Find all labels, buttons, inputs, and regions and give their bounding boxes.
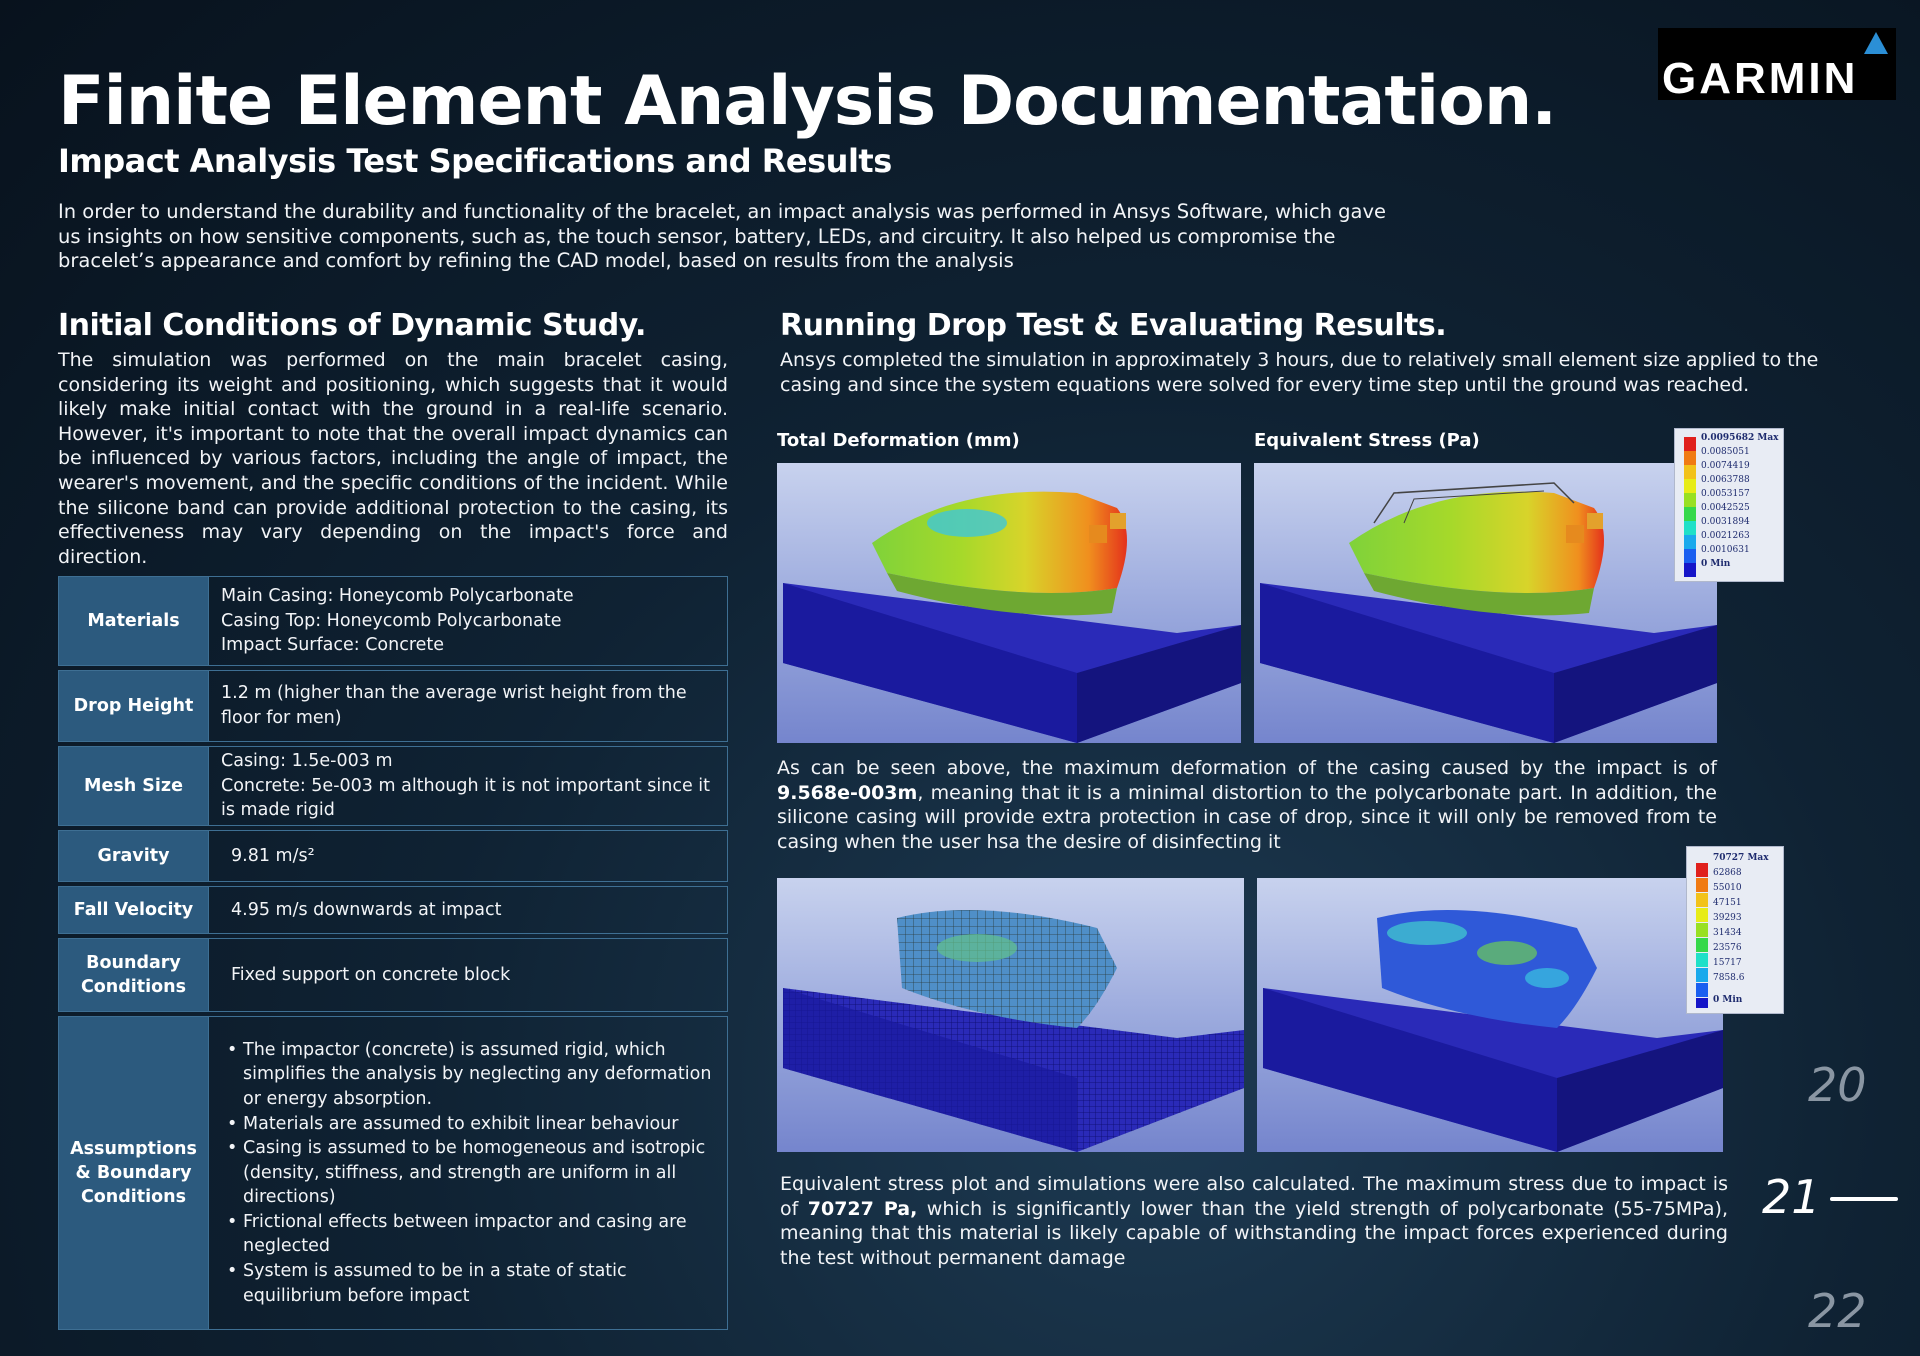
row-value (209, 1017, 727, 1329)
legend-swatch (1684, 437, 1696, 451)
legend-label: 0.0074419 (1701, 461, 1750, 471)
legend-swatch (1684, 465, 1696, 479)
legend-label: 39293 (1713, 913, 1742, 923)
materials-line: Impact Surface: Concrete (221, 635, 445, 656)
table-row-mesh-size (58, 746, 728, 826)
legend-swatch (1696, 983, 1708, 997)
legend-label: 0.0063788 (1701, 475, 1750, 485)
legend-label: 0.0085051 (1701, 447, 1750, 457)
legend-label: 31434 (1713, 928, 1742, 938)
materials-line: Casing Top: Honeycomb Polycarbonate (221, 610, 562, 631)
materials-line: Main Casing: Honeycomb Polycarbonate (221, 586, 574, 607)
legend-swatch (1684, 535, 1696, 549)
page-number-current: 21 (1762, 1170, 1821, 1224)
row-label: Mesh Size (59, 747, 209, 825)
legend-swatch (1684, 563, 1696, 577)
table-row-fall-velocity (58, 886, 728, 934)
deformation-value: 9.568e-003m (777, 781, 918, 804)
legend-label: 7858.6 (1713, 973, 1745, 983)
caption-total-deformation: Total Deformation (mm) (777, 430, 1020, 451)
drop-test-paragraph: Ansys completed the simulation in approximately 3 hours, due to relatively small element size applied to the casing and since the system equations were solved for every time step until the ground was reached. (780, 349, 1819, 396)
list-item: • System is assumed to be in a state of static equilibrium before impact (221, 1259, 715, 1308)
row-label: Fall Velocity (59, 887, 209, 933)
caption-equivalent-stress: Equivalent Stress (Pa) (1254, 430, 1480, 451)
table-row-assumptions (58, 1016, 728, 1330)
legend-label: 70727 Max (1713, 853, 1769, 863)
legend-swatch (1696, 908, 1708, 922)
row-label: Gravity (59, 831, 209, 881)
list-item: • Casing is assumed to be homogeneous and isotropic (density, stiffness, and strength are uniform in all directions) (221, 1136, 715, 1210)
intro-paragraph: In order to understand the durability and functionality of the bracelet, an impact analysis was performed in Ansys Software, which gave us insights on how sensitive components, such as, the touch sensor, battery, LEDs, and circuitry. It also helped us compromise the bracelet’s appearance and comfort by refining the CAD model, based on results from the analysis (58, 200, 1387, 272)
row-value: Fixed support on concrete block (231, 964, 511, 985)
row-label: Drop Height (59, 671, 209, 741)
deformation-result-paragraph (777, 756, 1717, 854)
stress-value: 70727 Pa, (807, 1197, 918, 1220)
legend-label: 23576 (1713, 943, 1742, 953)
initial-conditions-heading: Initial Conditions of Dynamic Study. (58, 308, 646, 343)
legend-label: 0 Min (1701, 559, 1731, 569)
mesh-line: Casing: 1.5e-003 m (221, 751, 393, 772)
stress-legend (1686, 846, 1784, 1014)
drop-test-heading: Running Drop Test & Evaluating Results. (780, 308, 1447, 343)
deformation-legend (1674, 428, 1784, 582)
current-page-indicator (1830, 1197, 1898, 1201)
initial-conditions-paragraph: The simulation was performed on the main bracelet casing, considering its weight and positioning, which suggests that it would likely make initial contact with the ground in a real-life scenario. However, it's important to note that the overall impact dynamics can be influenced by various factors, including the angle of impact, the wearer's movement, and the specific conditions of the incident. While the silicone band can provide additional protection to the casing, its effectiveness may vary depending on the impact's force and direction. (58, 349, 728, 568)
row-label: Boundary Conditions (59, 939, 209, 1011)
deformation-plot-image (777, 463, 1241, 743)
legend-swatch (1684, 521, 1696, 535)
legend-label: 0.0031894 (1701, 517, 1750, 527)
legend-swatch (1696, 998, 1708, 1008)
logo-text: GARMIN (1662, 54, 1859, 103)
legend-swatch (1696, 953, 1708, 967)
legend-swatch (1696, 893, 1708, 907)
page-number-next[interactable]: 22 (1808, 1284, 1867, 1338)
page-title: Finite Element Analysis Documentation. (58, 62, 1557, 141)
legend-swatch (1684, 479, 1696, 493)
legend-label: 62868 (1713, 868, 1742, 878)
logo-triangle-icon (1864, 32, 1888, 54)
legend-swatch (1696, 863, 1708, 877)
legend-label: 0 Min (1713, 995, 1743, 1005)
row-label: Assumptions & Boundary Conditions (59, 1017, 209, 1329)
row-value: 9.81 m/s² (231, 845, 315, 866)
legend-label: 47151 (1713, 898, 1742, 908)
legend-label: 0.0021263 (1701, 531, 1750, 541)
legend-swatch (1696, 878, 1708, 892)
legend-swatch (1684, 507, 1696, 521)
row-label: Materials (59, 577, 209, 665)
legend-label: 0.0053157 (1701, 489, 1750, 499)
deformation-text-after: , meaning that it is a minimal distortion to the polycarbonate part. In addition, the silicone casing will provide extra protection in case of drop, since it will only be removed from te casing when the user hsa the desire of disinfecting it (777, 781, 1717, 853)
page-subtitle: Impact Analysis Test Specifications and Results (58, 142, 892, 180)
list-item: • The impactor (concrete) is assumed rigid, which simplifies the analysis by neglecting any deformation or energy absorption. (221, 1038, 715, 1112)
legend-swatch (1684, 451, 1696, 465)
legend-swatch (1696, 923, 1708, 937)
page-number-prev[interactable]: 20 (1808, 1058, 1867, 1112)
legend-swatch (1684, 493, 1696, 507)
list-item: • Materials are assumed to exhibit linear behaviour (221, 1112, 715, 1137)
legend-label: 15717 (1713, 958, 1742, 968)
legend-label: 0.0042525 (1701, 503, 1750, 513)
mesh-plot-image (777, 878, 1244, 1152)
row-value (209, 577, 727, 665)
legend-swatch (1696, 968, 1708, 982)
table-row-boundary-conditions (58, 938, 728, 1012)
legend-label: 0.0010631 (1701, 545, 1750, 555)
list-item: • Frictional effects between impactor and casing are neglected (221, 1210, 715, 1259)
table-row-drop-height (58, 670, 728, 742)
stress-distribution-image (1257, 878, 1723, 1152)
table-row-materials (58, 576, 728, 666)
stress-text-before: Equivalent stress plot and simulations were also calculated. The maximum stress due to impact is of (780, 1173, 1728, 1220)
stress-text-after: which is significantly lower than the yield strength of polycarbonate (55-75MPa), meaning that this material is likely capable of withstanding the impact forces experienced during the test without permanent damage (780, 1197, 1728, 1269)
stress-result-paragraph (780, 1172, 1728, 1270)
row-value: 1.2 m (higher than the average wrist height from the floor for men) (221, 683, 687, 728)
assumptions-list (221, 1038, 715, 1309)
row-value: 4.95 m/s downwards at impact (231, 899, 502, 920)
stress-plot-image (1254, 463, 1717, 743)
deformation-text-before: As can be seen above, the maximum deformation of the casing caused by the impact is of (777, 757, 1717, 779)
legend-label: 0.0095682 Max (1701, 433, 1779, 443)
garmin-logo (1658, 28, 1896, 103)
mesh-line: Concrete: 5e-003 m although it is not important since it is made rigid (221, 775, 711, 821)
legend-swatch (1696, 938, 1708, 952)
legend-swatch (1684, 549, 1696, 563)
table-row-gravity (58, 830, 728, 882)
legend-label: 55010 (1713, 883, 1742, 893)
row-value (209, 747, 727, 825)
